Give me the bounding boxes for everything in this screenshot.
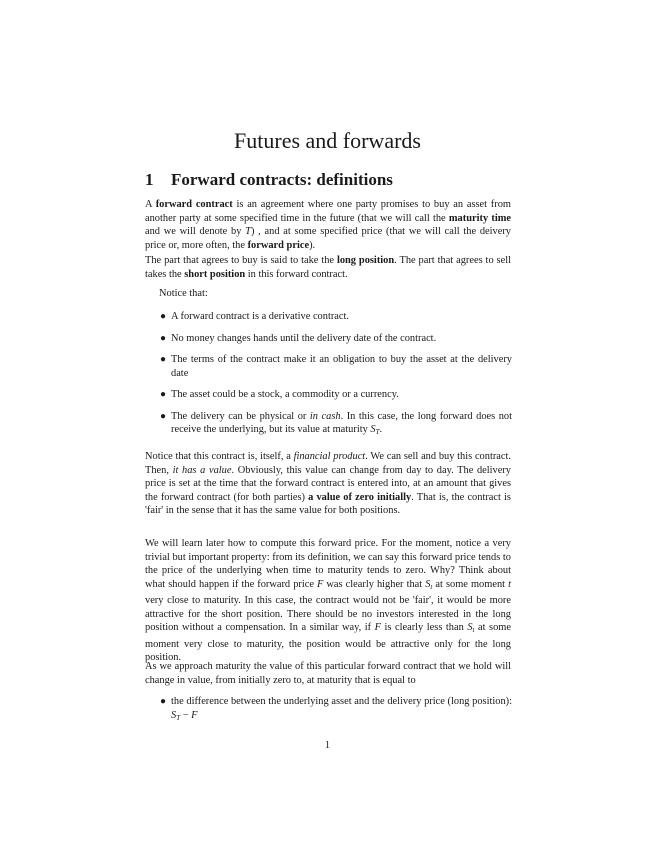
bullet-icon: ● bbox=[160, 410, 167, 422]
bullet-icon: ● bbox=[160, 696, 167, 707]
maturity-bullet-list bbox=[160, 695, 512, 725]
list-item: ● The terms of the contract make it an obligation to buy the asset at the delivery date bbox=[160, 354, 512, 379]
bullet-icon: ● bbox=[160, 389, 167, 400]
list-item: ● the difference between the underlying asset and the delivery price (long position): $S_T - F$ bbox=[160, 696, 512, 722]
term-value-zero-initially: a value of zero initially bbox=[308, 491, 412, 503]
paragraph-contract-value: Notice that this contract is, itself, a financial product. We can sell and buy this contract. Then, it has a value. Obviously, this value can change from day to day. The delivery price is set at the time that the forward contract is entered into, at an amount that gives the forward contract (for both parties) a value of zero initially. That is, the contract is 'fair' in the sense that it has the same value for both positions. bbox=[145, 451, 512, 516]
list-item: ● The delivery can be physical or in cash. In this case, the long forward does not receive the underlying, but its value at maturity $S_T$. bbox=[160, 410, 512, 436]
term-forward-price: forward price bbox=[247, 239, 310, 251]
list-item: ● A forward contract is a derivative contract. bbox=[160, 311, 350, 322]
bullet-icon: ● bbox=[160, 332, 167, 344]
term-forward-contract: forward contract bbox=[155, 199, 233, 210]
term-financial-product: financial product bbox=[293, 451, 366, 462]
notice-label: Notice that: bbox=[159, 288, 208, 299]
bullet-icon: ● bbox=[160, 354, 167, 365]
bullet-icon: ● bbox=[160, 311, 167, 322]
paragraph-positions: The part that agrees to buy is said to take the long position. The part that agrees to sell takes the short position in this forward contract. bbox=[145, 255, 511, 280]
term-long-position: long position bbox=[336, 255, 395, 266]
notice-bullet-list bbox=[160, 310, 512, 440]
term-short-position: short position bbox=[184, 268, 246, 280]
list-item: ● No money changes hands until the delivery date of the contract. bbox=[160, 332, 437, 344]
section-title: Forward contracts: definitions bbox=[171, 170, 393, 189]
section-heading bbox=[145, 170, 393, 190]
page-number: 1 bbox=[324, 740, 331, 751]
term-maturity-time: maturity time bbox=[448, 212, 511, 224]
section-number: 1 bbox=[145, 170, 154, 189]
term-has-a-value: it has a value bbox=[172, 464, 232, 476]
document-title: Futures and forwards bbox=[234, 128, 421, 153]
list-item: ● The asset could be a stock, a commodity or a currency. bbox=[160, 389, 399, 400]
paragraph-forward-price-property: We will learn later how to compute this forward price. For the moment, notice a very trivial but important property: from its definition, we can say this forward price tends to the price of the underlying when time to maturity tends to zero. Why? Think about what should happen if the forward price F was clearly higher that $S_t$ at some moment t very close to maturity. In this case, the contract would not be 'fair', it would be more attractive for the short position. There should be no investors interested in the long position without a compensation. In a similar way, if F is clearly less than $S_t$ at some moment very close to maturity, the position would be attractive only for the long position. bbox=[145, 538, 511, 663]
paragraph-approach-maturity: As we approach maturity the value of this particular forward contract that we hold will change in value, from initially zero to, at maturity that is equal to bbox=[145, 661, 511, 686]
math-T: T bbox=[245, 226, 251, 237]
paragraph-forward-contract-definition: A forward contract is an agreement where one party promises to buy an asset from another party at some specified time in the future (that we will call the maturity time and we will denote by T) , and at some specified price (that we will call the deivery price or, more often, the forward price). bbox=[145, 199, 511, 251]
